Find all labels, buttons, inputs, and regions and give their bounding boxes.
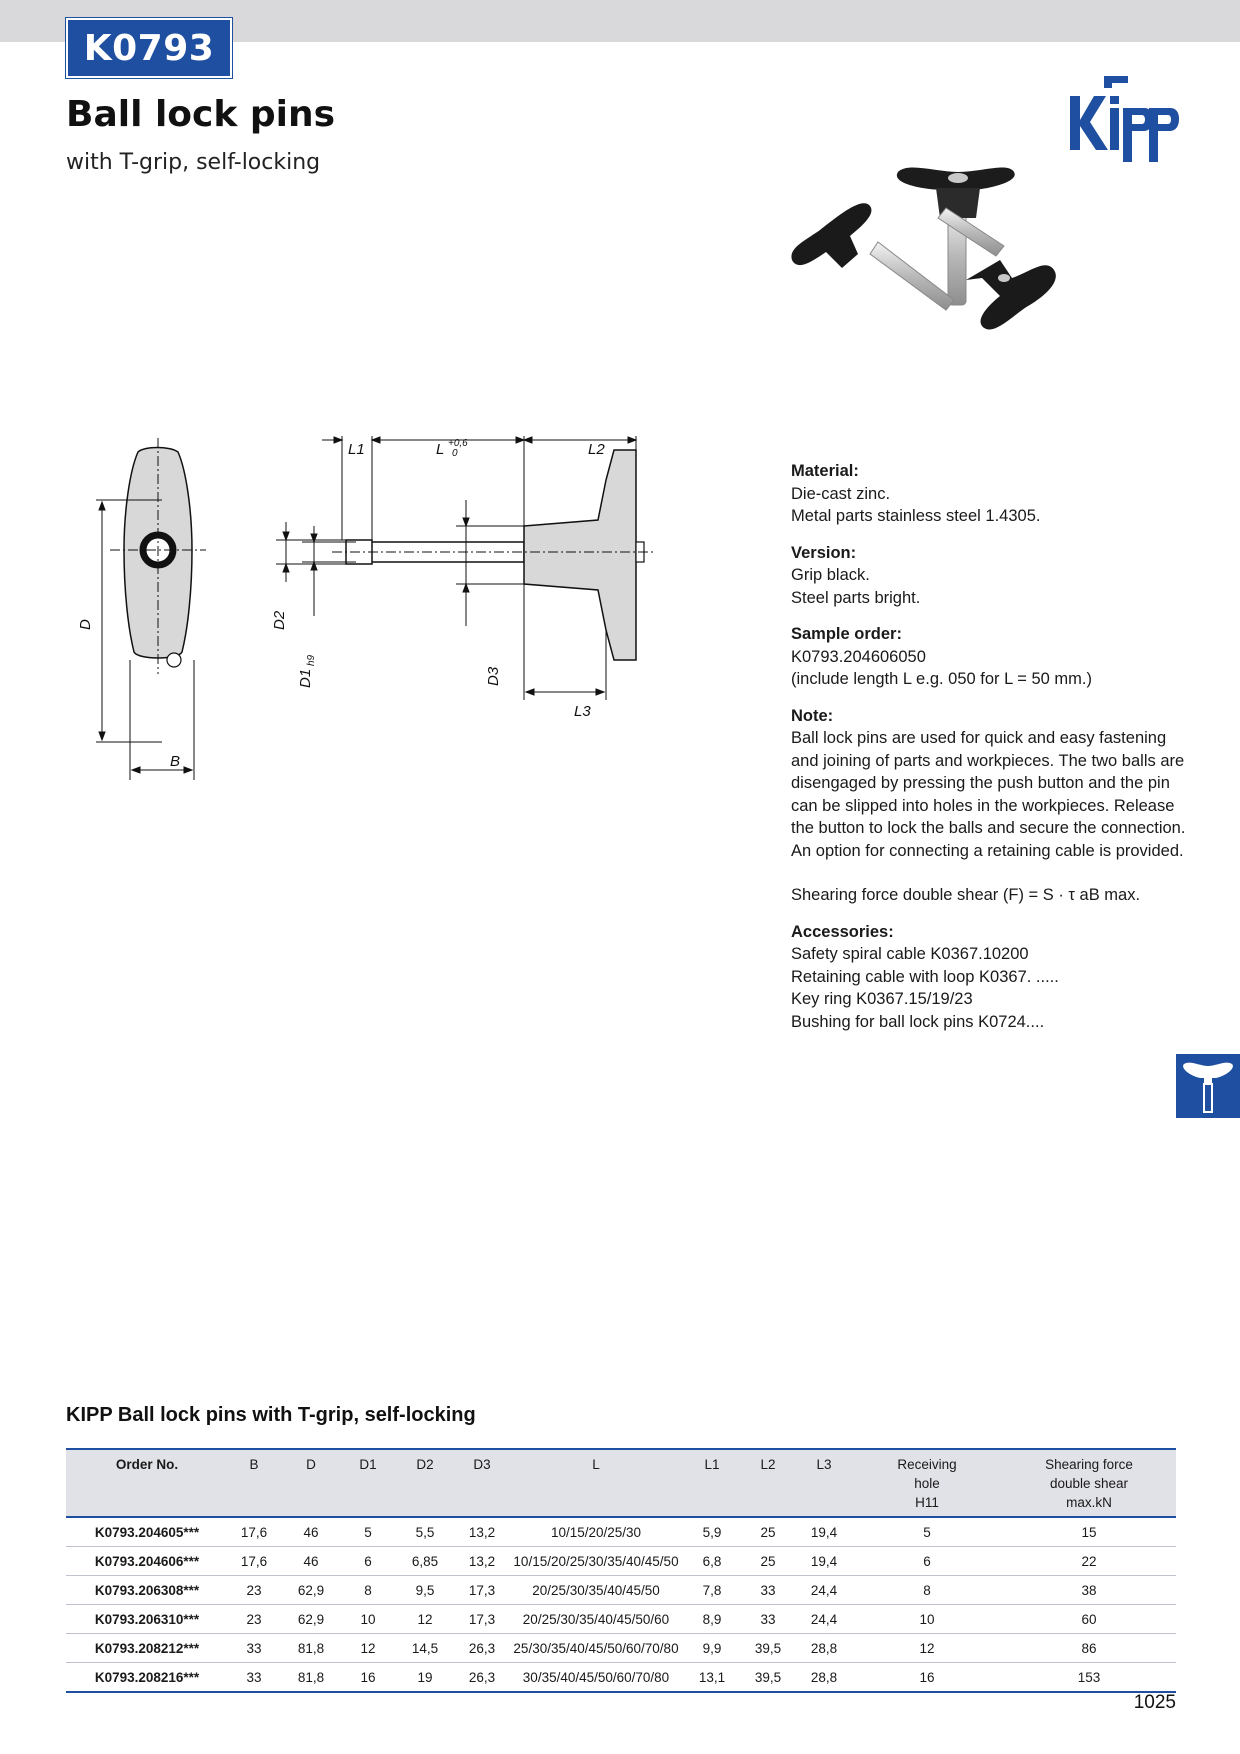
note-line: and joining of parts and workpieces. The two balls are [791, 751, 1185, 770]
version-line: Steel parts bright. [791, 588, 921, 607]
cell-d2: 19 [417, 1669, 433, 1685]
cell-d1: 6 [342, 1547, 394, 1576]
table-row [66, 1663, 1176, 1693]
cell-l: 20/25/30/35/40/45/50 [508, 1576, 684, 1605]
col-header-receiving-hole [852, 1449, 1002, 1517]
col-header-d3: D3 [456, 1449, 508, 1517]
cell-shearing-force: 153 [1077, 1669, 1101, 1685]
accessory-line: Bushing for ball lock pins K0724.... [791, 1012, 1045, 1031]
cell-l: 30/35/40/45/50/60/70/80 [522, 1669, 670, 1685]
col-header-l: L [508, 1449, 684, 1517]
cell-d: 62,9 [280, 1576, 342, 1605]
cell-shearing-force: 60 [1002, 1605, 1176, 1634]
col-header-l1: L1 [684, 1449, 740, 1517]
cell-l: 10/15/20/25/30/35/40/45/50 [508, 1547, 684, 1576]
cell-order-no: K0793.208212*** [66, 1634, 228, 1663]
cell-l3: 24,4 [796, 1576, 852, 1605]
cell-l2: 39,5 [754, 1669, 782, 1685]
cell-b: 23 [228, 1576, 280, 1605]
cell-d3: 26,3 [456, 1634, 508, 1663]
cell-order-no: K0793.204605*** [66, 1517, 228, 1547]
dim-label-d1-tol: h9 [306, 654, 317, 666]
accessories-section [791, 921, 1191, 1034]
cell-d1: 12 [342, 1634, 394, 1663]
cell-receiving-hole: 10 [852, 1605, 1002, 1634]
dim-label-l2: L2 [588, 441, 605, 458]
shear-force-formula: Shearing force double shear (F) = S · τ aB max. [791, 886, 1141, 904]
cell-l3: 28,8 [810, 1669, 838, 1685]
accessories-heading: Accessories: [791, 922, 894, 941]
cell-d2: 14,5 [394, 1634, 456, 1663]
header-line: max.kN [1066, 1495, 1112, 1510]
cell-order-no: K0793.206308*** [66, 1576, 228, 1605]
col-header-order-no: Order No. [66, 1449, 228, 1517]
cell-d: 81,8 [280, 1634, 342, 1663]
table-row [66, 1517, 1176, 1547]
cell-l2: 25 [740, 1547, 796, 1576]
cell-l2: 33 [740, 1576, 796, 1605]
cell-d: 46 [280, 1517, 342, 1547]
dim-label-b: B [170, 753, 181, 770]
sample-order-line: K0793.204606050 [791, 647, 926, 666]
table-row [66, 1634, 1176, 1663]
dim-label-d2: D2 [271, 610, 288, 630]
cell-d3: 13,2 [456, 1517, 508, 1547]
cell-shearing-force: 86 [1002, 1634, 1176, 1663]
cell-b: 33 [246, 1669, 262, 1685]
note-line: disengaged by pressing the push button and the pin [791, 774, 1170, 792]
header-line: Shearing force [1045, 1457, 1133, 1472]
cell-b: 17,6 [228, 1547, 280, 1576]
cell-l1: 7,8 [684, 1576, 740, 1605]
cell-l2: 39,5 [740, 1634, 796, 1663]
page-number: 1025 [1133, 1692, 1176, 1713]
table-title: KIPP Ball lock pins with T-grip, self-locking [66, 1404, 476, 1426]
header-line: hole [914, 1476, 940, 1491]
cell-l: 10/15/20/25/30 [508, 1517, 684, 1547]
cell-d3: 17,3 [456, 1605, 508, 1634]
table-header-row [66, 1449, 1176, 1517]
note-line: the button to lock the balls and secure the connection. [791, 819, 1186, 837]
col-header-b: B [228, 1449, 280, 1517]
col-header-d: D [280, 1449, 342, 1517]
cell-order-no: K0793.204606*** [66, 1547, 228, 1576]
cell-receiving-hole: 6 [852, 1547, 1002, 1576]
table-row [66, 1547, 1176, 1576]
cell-d: 62,9 [280, 1605, 342, 1634]
note-line: can be slipped into holes in the workpieces. Release [791, 796, 1175, 815]
cell-d1: 8 [342, 1576, 394, 1605]
cell-l2: 25 [740, 1517, 796, 1547]
technical-drawing [66, 430, 706, 790]
cell-order-no: K0793.206310*** [66, 1605, 228, 1634]
header-line: Receiving [897, 1457, 957, 1472]
product-info [791, 460, 1191, 1047]
col-header-d1: D1 [342, 1449, 394, 1517]
material-line: Die-cast zinc. [791, 484, 891, 503]
cell-l1: 5,9 [684, 1517, 740, 1547]
cell-l2: 33 [740, 1605, 796, 1634]
cell-d1: 16 [360, 1669, 376, 1685]
cell-l3: 28,8 [796, 1634, 852, 1663]
accessory-line: Retaining cable with loop K0367. ..... [791, 967, 1059, 986]
cell-l: 25/30/35/40/45/50/60/70/80 [508, 1634, 684, 1663]
note-section [791, 705, 1191, 907]
table-row [66, 1576, 1176, 1605]
cell-receiving-hole: 8 [852, 1576, 1002, 1605]
table-row [66, 1605, 1176, 1634]
dim-label-d3: D3 [485, 666, 502, 686]
cell-receiving-hole: 5 [852, 1517, 1002, 1547]
col-header-l2: L2 [740, 1449, 796, 1517]
page-title: Ball lock pins [66, 94, 335, 135]
page-subtitle: with T-grip, self-locking [66, 150, 321, 175]
dim-label-d1: D1 [297, 668, 314, 688]
cell-d3: 13,2 [456, 1547, 508, 1576]
cell-b: 23 [228, 1605, 280, 1634]
cell-d2: 5,5 [394, 1517, 456, 1547]
sample-order-section [791, 623, 1191, 691]
cell-d1: 5 [342, 1517, 394, 1547]
cell-d2: 6,85 [394, 1547, 456, 1576]
accessory-line: Key ring K0367.15/19/23 [791, 990, 973, 1008]
note-line: Ball lock pins are used for quick and easy fastening [791, 729, 1167, 747]
cell-l1: 9,9 [684, 1634, 740, 1663]
cell-shearing-force: 15 [1002, 1517, 1176, 1547]
cell-shearing-force: 38 [1002, 1576, 1176, 1605]
cell-l1: 6,8 [684, 1547, 740, 1576]
col-header-d2: D2 [394, 1449, 456, 1517]
sample-order-heading: Sample order: [791, 625, 902, 643]
sample-order-line: (include length L e.g. 050 for L = 50 mm.) [791, 670, 1092, 688]
material-heading: Material: [791, 462, 859, 480]
accessory-line: Safety spiral cable K0367.10200 [791, 945, 1029, 963]
dim-label-l3: L3 [574, 703, 591, 720]
dim-label-l1: L1 [348, 441, 365, 458]
header-line: double shear [1049, 1476, 1129, 1491]
cell-d3: 17,3 [456, 1576, 508, 1605]
note-line: An option for connecting a retaining cable is provided. [791, 841, 1184, 860]
cell-l3: 19,4 [796, 1517, 852, 1547]
material-section [791, 460, 1191, 528]
spec-table [66, 1448, 1176, 1693]
cell-b: 17,6 [228, 1517, 280, 1547]
cell-order-no: K0793.208216*** [94, 1669, 200, 1685]
cell-shearing-force: 22 [1002, 1547, 1176, 1576]
version-heading: Version: [791, 543, 857, 562]
cell-l3: 19,4 [796, 1547, 852, 1576]
material-line: Metal parts stainless steel 1.4305. [791, 507, 1041, 525]
version-section [791, 542, 1191, 610]
cell-d: 81,8 [297, 1669, 325, 1685]
cell-b: 33 [228, 1634, 280, 1663]
dim-label-d: D [77, 619, 94, 630]
cell-d: 46 [280, 1547, 342, 1576]
product-photo [786, 160, 1146, 370]
cell-d2: 12 [394, 1605, 456, 1634]
cell-receiving-hole: 12 [852, 1634, 1002, 1663]
cell-d2: 9,5 [394, 1576, 456, 1605]
cell-d1: 10 [342, 1605, 394, 1634]
t-grip-pin-icon [1176, 1054, 1240, 1118]
product-code-badge: K0793 [66, 18, 232, 78]
note-heading: Note: [791, 706, 834, 725]
dim-label-l-tol-lower: 0 [452, 448, 458, 459]
cell-l: 20/25/30/35/40/45/50/60 [508, 1605, 684, 1634]
category-tab [1176, 1054, 1240, 1118]
kipp-logo [1068, 74, 1180, 162]
cell-d3: 26,3 [468, 1669, 496, 1685]
dim-label-l-tol-upper: +0,6 [448, 438, 468, 449]
cell-l1: 13,1 [698, 1669, 726, 1685]
col-header-shearing-force [1002, 1449, 1176, 1517]
cell-l1: 8,9 [684, 1605, 740, 1634]
header-line: H11 [915, 1495, 939, 1510]
cell-l3: 24,4 [796, 1605, 852, 1634]
version-line: Grip black. [791, 566, 870, 584]
col-header-l3: L3 [796, 1449, 852, 1517]
cell-receiving-hole: 16 [919, 1669, 935, 1685]
dim-label-l: L [436, 441, 445, 458]
